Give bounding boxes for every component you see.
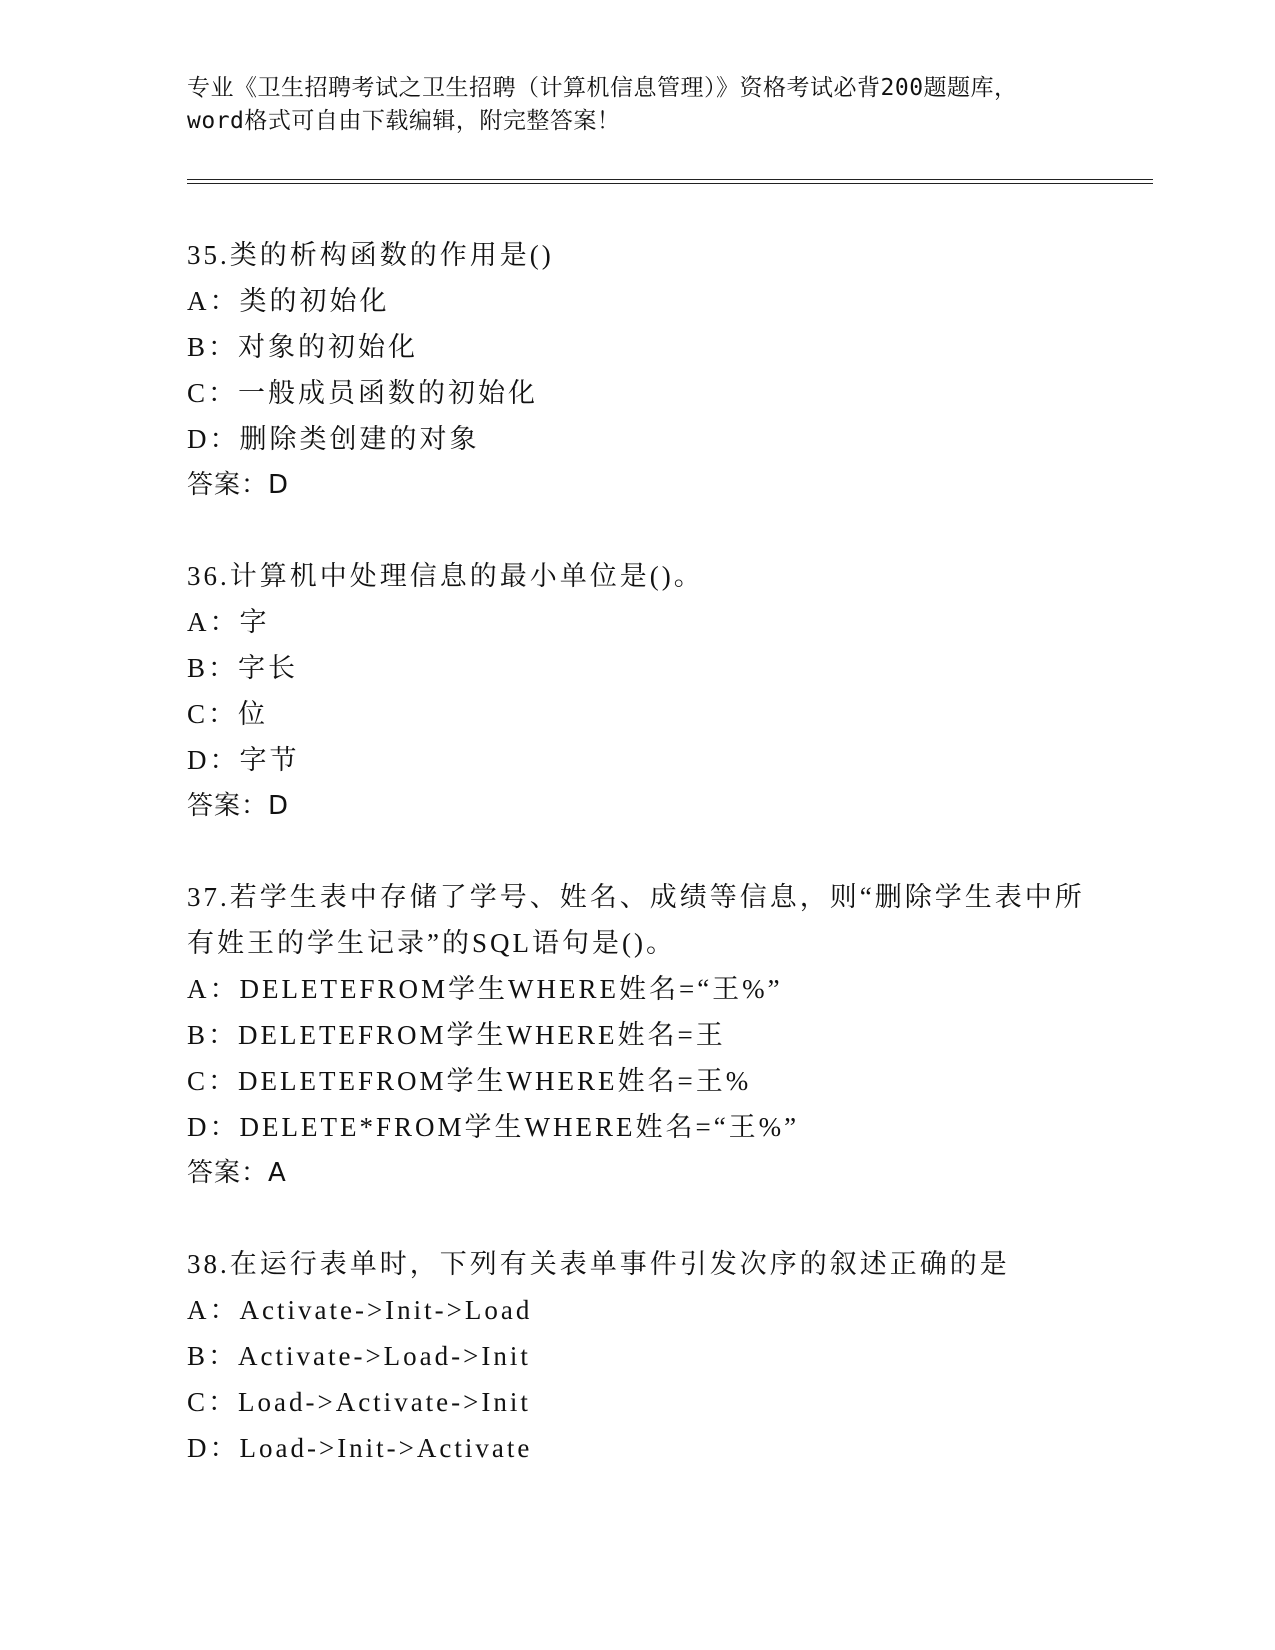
option-c: C：Load->Activate->Init xyxy=(187,1387,531,1417)
question-list xyxy=(187,232,1087,1516)
header-line-2: word格式可自由下载编辑，附完整答案！ xyxy=(187,108,621,134)
option-a: A：字 xyxy=(187,607,270,637)
question-38 xyxy=(187,1241,1087,1471)
option-d: D：DELETE*FROM学生WHERE姓名=“王%” xyxy=(187,1112,800,1142)
option-b: B：字长 xyxy=(187,653,299,683)
option-b: B：DELETEFROM学生WHERE姓名=王 xyxy=(187,1020,726,1050)
option-d: D：Load->Init->Activate xyxy=(187,1433,533,1463)
question-36 xyxy=(187,553,1087,829)
question-37 xyxy=(187,874,1087,1196)
header-divider-top xyxy=(187,179,1153,180)
option-a: A：DELETEFROM学生WHERE姓名=“王%” xyxy=(187,974,783,1004)
option-a: A：类的初始化 xyxy=(187,286,390,316)
answer-line: 答案：D xyxy=(187,470,290,500)
question-stem-line-2: 有姓王的学生记录”的SQL语句是()。 xyxy=(187,928,676,958)
option-c: C：位 xyxy=(187,699,269,729)
answer-line: 答案：A xyxy=(187,1158,287,1188)
option-b: B：Activate->Load->Init xyxy=(187,1341,531,1371)
question-35 xyxy=(187,232,1087,508)
option-c: C：一般成员函数的初始化 xyxy=(187,378,539,408)
document-header xyxy=(187,72,1087,138)
option-a: A：Activate->Init->Load xyxy=(187,1295,533,1325)
question-stem-line-1: 37.若学生表中存储了学号、姓名、成绩等信息，则“删除学生表中所 xyxy=(187,882,1085,912)
question-stem: 35.类的析构函数的作用是() xyxy=(187,240,554,270)
header-line-1: 专业《卫生招聘考试之卫生招聘（计算机信息管理）》资格考试必背200题题库， xyxy=(187,75,1018,101)
question-stem: 38.在运行表单时，下列有关表单事件引发次序的叙述正确的是 xyxy=(187,1249,1010,1279)
option-b: B：对象的初始化 xyxy=(187,332,419,362)
answer-line: 答案：D xyxy=(187,791,290,821)
header-divider-bottom xyxy=(187,183,1153,184)
question-stem: 36.计算机中处理信息的最小单位是()。 xyxy=(187,561,704,591)
option-d: D：删除类创建的对象 xyxy=(187,424,480,454)
option-c: C：DELETEFROM学生WHERE姓名=王% xyxy=(187,1066,752,1096)
option-d: D：字节 xyxy=(187,745,300,775)
